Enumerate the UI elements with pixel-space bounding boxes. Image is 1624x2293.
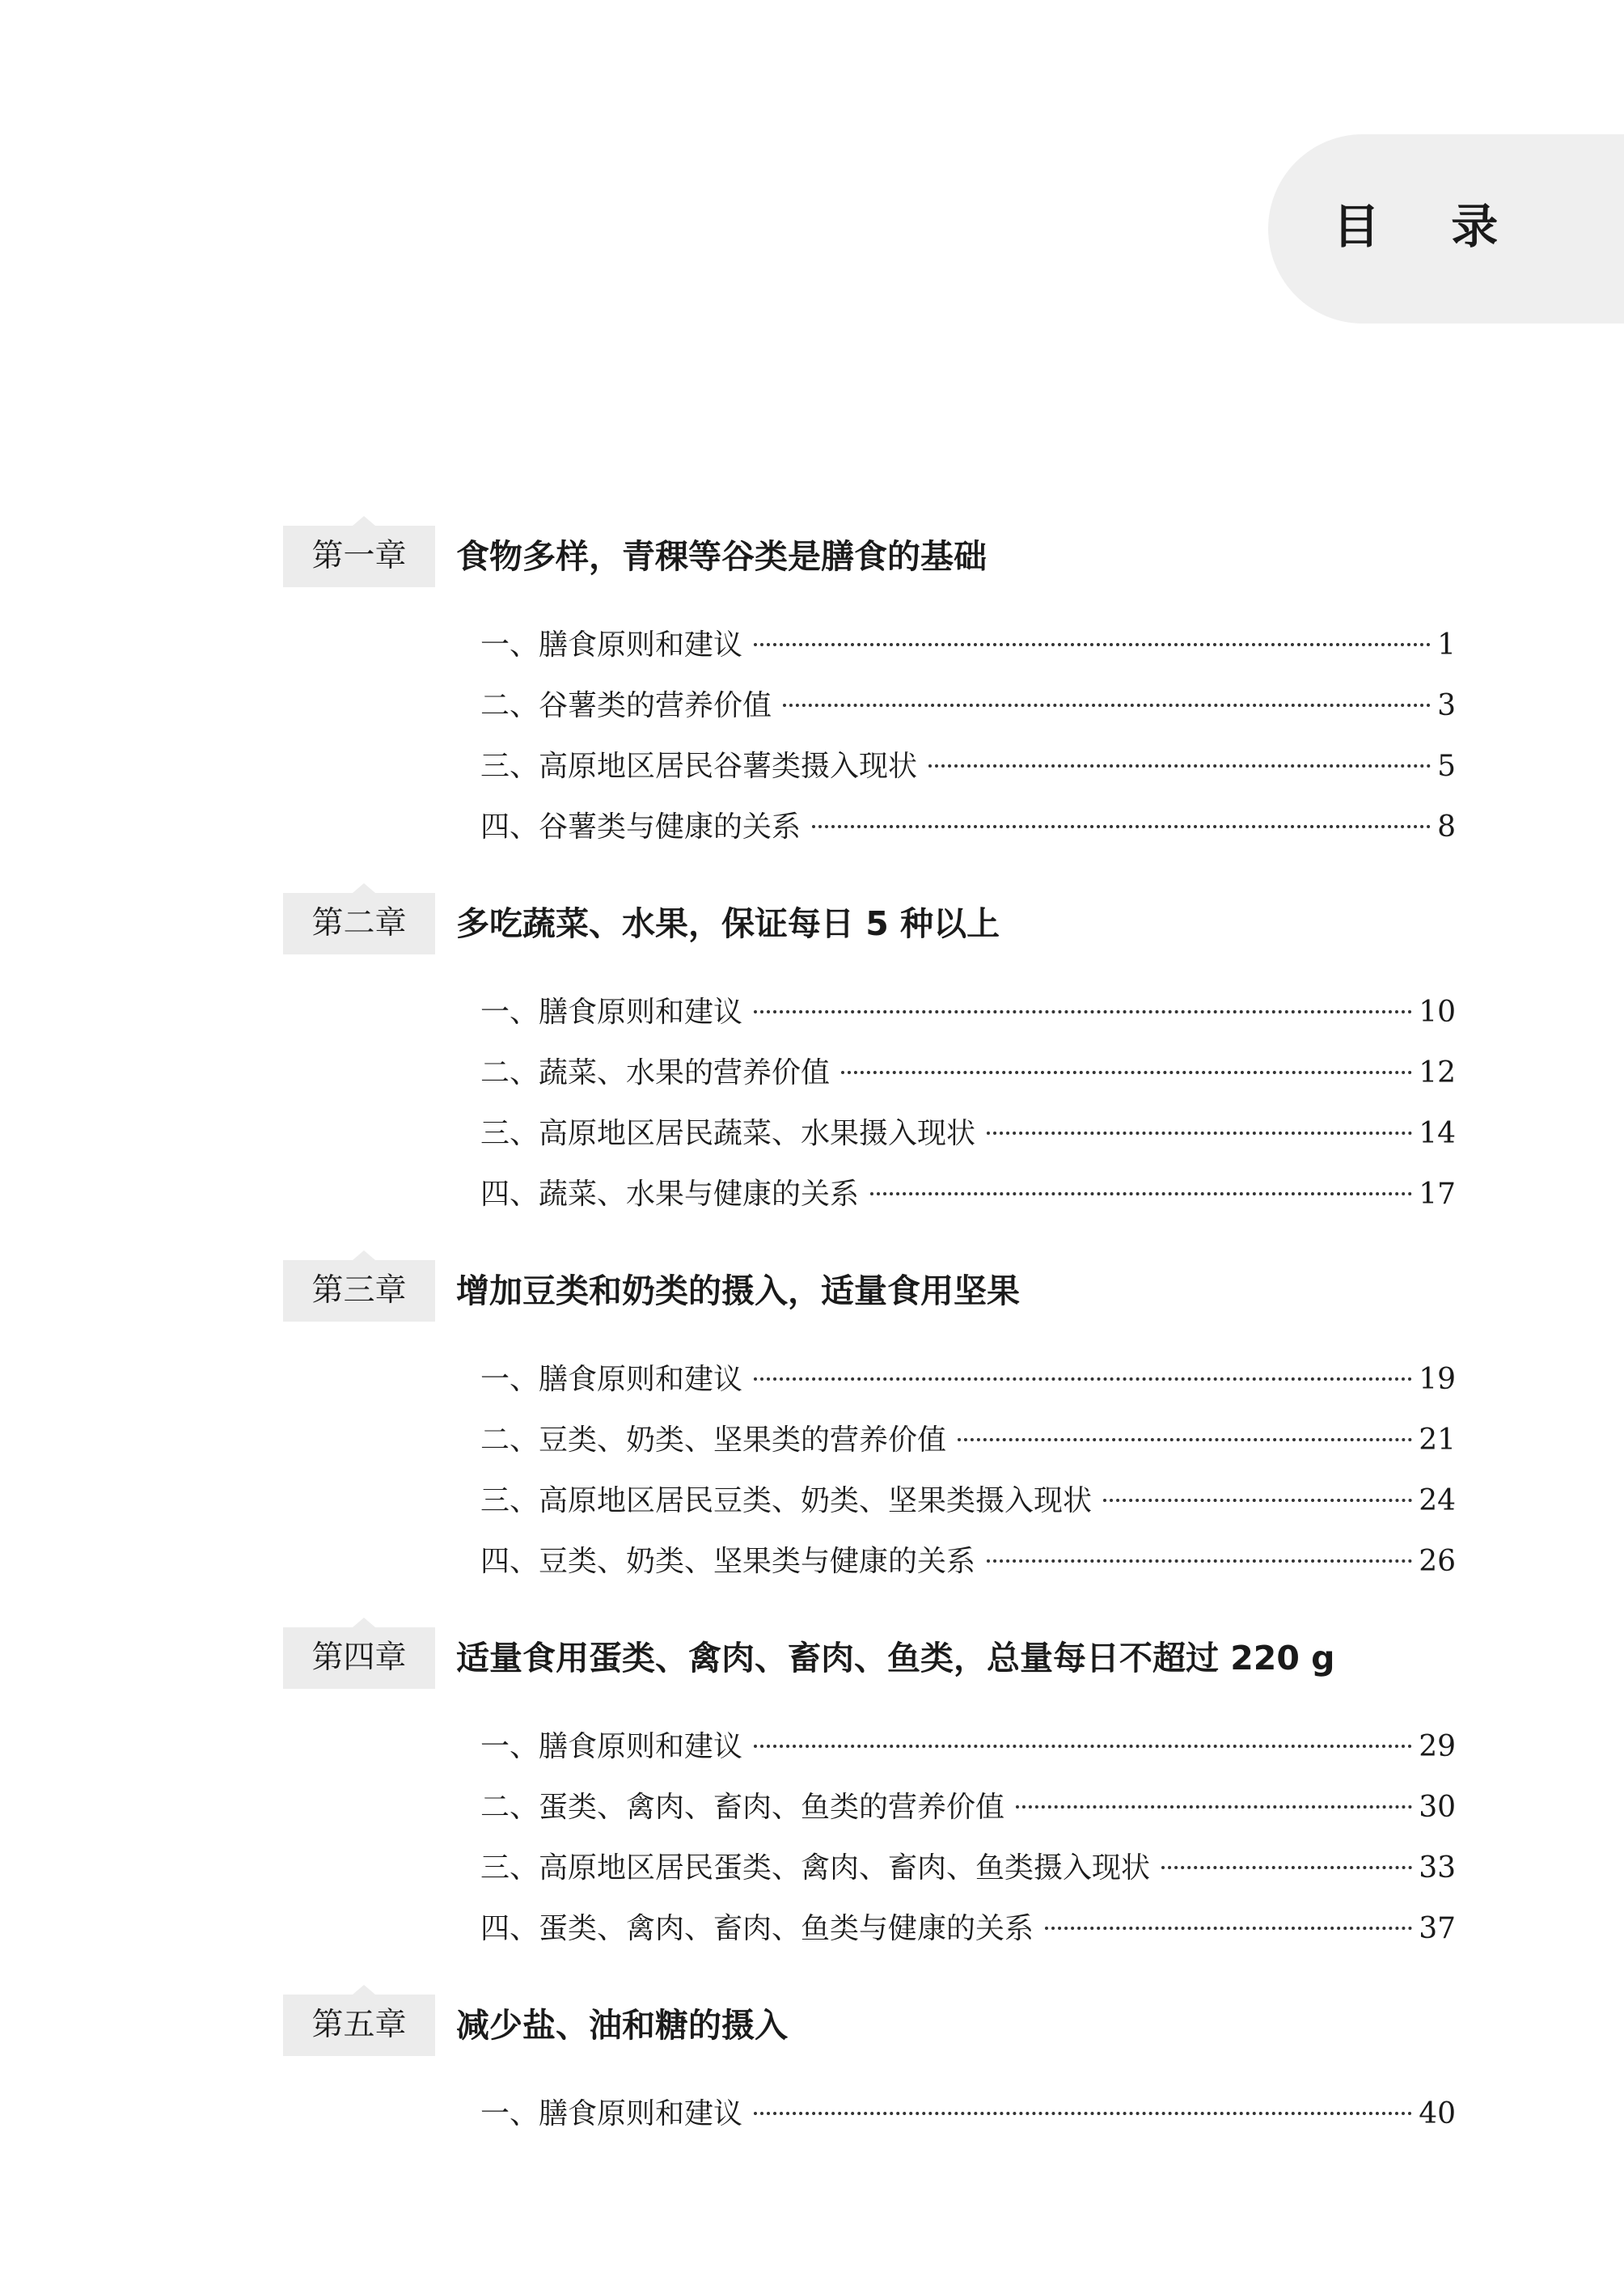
chapter-label: 第三章 xyxy=(283,1260,435,1322)
toc-entry[interactable] xyxy=(480,1164,1456,1225)
entry-title: 四、谷薯类与健康的关系 xyxy=(480,810,801,844)
section-list xyxy=(283,2084,1456,2144)
entry-page-number: 1 xyxy=(1437,628,1456,662)
toc-entry[interactable] xyxy=(480,1531,1456,1592)
chapter-2 xyxy=(283,893,1456,1225)
entry-title: 三、高原地区居民蛋类、禽肉、畜肉、鱼类摄入现状 xyxy=(480,1851,1151,1885)
dot-leader xyxy=(754,1009,1412,1013)
chapter-heading[interactable] xyxy=(283,893,1456,954)
entry-title: 二、蔬菜、水果的营养价值 xyxy=(480,1056,831,1089)
dot-leader xyxy=(754,1377,1412,1381)
chapter-label: 第五章 xyxy=(283,1995,435,2056)
entry-title: 一、膳食原则和建议 xyxy=(480,628,743,662)
toc-entry[interactable] xyxy=(480,675,1456,736)
toc-entry[interactable] xyxy=(480,615,1456,675)
chapter-3 xyxy=(283,1260,1456,1592)
dot-leader xyxy=(987,1131,1412,1135)
chapter-title: 多吃蔬菜、水果，保证每日 5 种以上 xyxy=(456,904,1000,943)
dot-leader xyxy=(1045,1926,1412,1930)
entry-page-number: 17 xyxy=(1419,1178,1456,1211)
chapter-title: 食物多样，青稞等谷类是膳食的基础 xyxy=(456,537,987,576)
page-title: 目 录 xyxy=(1333,199,1526,254)
entry-page-number: 21 xyxy=(1419,1424,1456,1457)
toc-entry[interactable] xyxy=(480,1410,1456,1470)
toc-entry[interactable] xyxy=(480,1349,1456,1410)
entry-page-number: 26 xyxy=(1419,1545,1456,1578)
toc-entry[interactable] xyxy=(480,1470,1456,1531)
entry-title: 一、膳食原则和建议 xyxy=(480,1363,743,1396)
entry-title: 三、高原地区居民谷薯类摄入现状 xyxy=(480,750,918,783)
chapter-label: 第二章 xyxy=(283,893,435,954)
toc-entry[interactable] xyxy=(480,1716,1456,1777)
dot-leader xyxy=(958,1437,1412,1441)
chapter-4 xyxy=(283,1627,1456,1959)
toc-entry[interactable] xyxy=(480,797,1456,857)
dot-leader xyxy=(1161,1865,1412,1869)
entry-page-number: 30 xyxy=(1419,1791,1456,1824)
chapter-1 xyxy=(283,526,1456,857)
section-list xyxy=(283,1716,1456,1959)
chapter-title: 减少盐、油和糖的摄入 xyxy=(456,2006,788,2045)
entry-page-number: 10 xyxy=(1419,996,1456,1029)
entry-title: 四、蔬菜、水果与健康的关系 xyxy=(480,1178,860,1211)
toc-entry[interactable] xyxy=(480,2084,1456,2144)
toc-entry[interactable] xyxy=(480,1898,1456,1959)
chapter-label: 第一章 xyxy=(283,526,435,587)
section-list xyxy=(283,1349,1456,1592)
toc-entry[interactable] xyxy=(480,982,1456,1043)
toc-entry[interactable] xyxy=(480,1043,1456,1103)
entry-title: 一、膳食原则和建议 xyxy=(480,1730,743,1763)
entry-page-number: 5 xyxy=(1437,750,1456,783)
entry-page-number: 3 xyxy=(1437,689,1456,722)
dot-leader xyxy=(870,1191,1412,1195)
dot-leader xyxy=(1016,1804,1412,1809)
dot-leader xyxy=(1103,1498,1412,1502)
chapter-label: 第四章 xyxy=(283,1627,435,1689)
toc-entry[interactable] xyxy=(480,1103,1456,1164)
entry-title: 一、膳食原则和建议 xyxy=(480,996,743,1029)
dot-leader xyxy=(928,764,1431,768)
chapter-5 xyxy=(283,1995,1456,2144)
chapter-heading[interactable] xyxy=(283,1627,1456,1689)
toc-entry[interactable] xyxy=(480,1777,1456,1838)
dot-leader xyxy=(754,642,1431,646)
section-list xyxy=(283,615,1456,857)
chapter-heading[interactable] xyxy=(283,526,1456,587)
entry-title: 一、膳食原则和建议 xyxy=(480,2097,743,2130)
dot-leader xyxy=(812,824,1431,828)
table-of-contents xyxy=(283,526,1456,2180)
entry-title: 四、豆类、奶类、坚果类与健康的关系 xyxy=(480,1545,976,1578)
entry-page-number: 33 xyxy=(1419,1851,1456,1885)
dot-leader xyxy=(754,1744,1412,1748)
entry-title: 二、豆类、奶类、坚果类的营养价值 xyxy=(480,1424,947,1457)
chapter-heading[interactable] xyxy=(283,1260,1456,1322)
entry-title: 三、高原地区居民蔬菜、水果摄入现状 xyxy=(480,1117,976,1150)
entry-page-number: 37 xyxy=(1419,1912,1456,1945)
entry-page-number: 12 xyxy=(1419,1056,1456,1089)
chapter-title: 增加豆类和奶类的摄入，适量食用坚果 xyxy=(456,1271,1020,1310)
toc-entry[interactable] xyxy=(480,736,1456,797)
toc-entry[interactable] xyxy=(480,1838,1456,1898)
entry-title: 二、谷薯类的营养价值 xyxy=(480,689,772,722)
entry-page-number: 19 xyxy=(1419,1363,1456,1396)
chapter-title: 适量食用蛋类、禽肉、畜肉、鱼类，总量每日不超过 220 g xyxy=(456,1639,1335,1677)
entry-page-number: 24 xyxy=(1419,1484,1456,1517)
chapter-heading[interactable] xyxy=(283,1995,1456,2056)
dot-leader xyxy=(841,1070,1412,1074)
dot-leader xyxy=(783,703,1431,707)
entry-page-number: 14 xyxy=(1419,1117,1456,1150)
entry-page-number: 40 xyxy=(1419,2097,1456,2130)
entry-page-number: 8 xyxy=(1437,810,1456,844)
entry-title: 四、蛋类、禽肉、畜肉、鱼类与健康的关系 xyxy=(480,1912,1034,1945)
section-list xyxy=(283,982,1456,1225)
entry-page-number: 29 xyxy=(1419,1730,1456,1763)
entry-title: 二、蛋类、禽肉、畜肉、鱼类的营养价值 xyxy=(480,1791,1005,1824)
dot-leader xyxy=(987,1559,1412,1563)
dot-leader xyxy=(754,2111,1412,2115)
entry-title: 三、高原地区居民豆类、奶类、坚果类摄入现状 xyxy=(480,1484,1093,1517)
